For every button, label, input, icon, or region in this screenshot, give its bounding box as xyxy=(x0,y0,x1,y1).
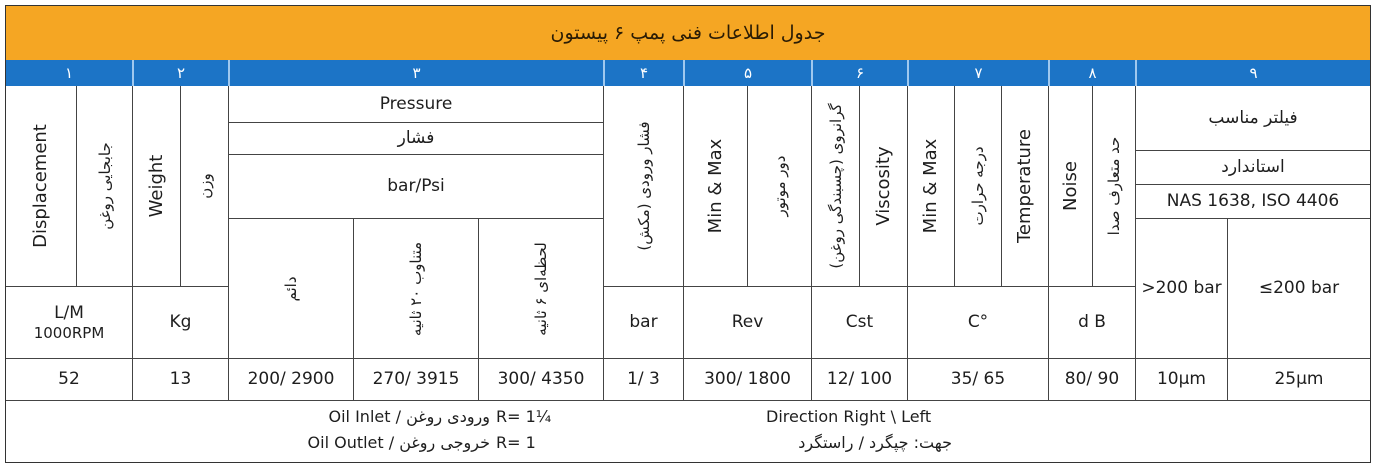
temp-fa-cell xyxy=(954,86,1001,286)
column-number: ۴ xyxy=(603,60,683,86)
oil-inlet-label: Oil Inlet / ورودی روغن xyxy=(328,407,490,426)
pressure-continuous-cell xyxy=(228,218,353,358)
speed-unit: Rev xyxy=(683,286,811,358)
column-number: ٢ xyxy=(132,60,228,86)
direction-en: Direction Right \ Left xyxy=(766,407,932,426)
viscosity-en-label: Viscosity xyxy=(873,146,895,226)
speed-minmax-label: Min & Max xyxy=(705,138,727,234)
footer xyxy=(6,400,1370,463)
weight-fa-cell xyxy=(180,86,228,286)
column-number: ۵ xyxy=(683,60,811,86)
displacement-unit-rpm: 1000RPM xyxy=(33,323,105,342)
displacement-fa-cell xyxy=(76,86,132,286)
speed-fa-cell xyxy=(747,86,811,286)
filter-high-value: 10µm xyxy=(1135,358,1227,400)
pressure-intermittent-cell xyxy=(353,218,478,358)
filter-standard-fa: استاندارد xyxy=(1135,150,1370,184)
filter-standard: NAS 1638, ISO 4406 xyxy=(1135,184,1370,218)
spec-table xyxy=(5,5,1371,463)
weight-unit: Kg xyxy=(132,286,228,358)
temp-minmax-label: Min & Max xyxy=(920,138,942,234)
speed-minmax-cell xyxy=(683,86,747,286)
viscosity-unit: Cst xyxy=(811,286,907,358)
temp-unit: C° xyxy=(907,286,1048,358)
weight-value: 13 xyxy=(132,358,228,400)
noise-en-cell xyxy=(1048,86,1092,286)
pressure-peak-value: 300/ 4350 xyxy=(478,358,603,400)
inlet-pressure-cell xyxy=(603,86,683,286)
column-number: ٣ xyxy=(228,60,603,86)
inlet-unit: bar xyxy=(603,286,683,358)
temp-value: 35/ 65 xyxy=(907,358,1048,400)
displacement-en-label: Displacement xyxy=(30,124,52,248)
displacement-en-cell xyxy=(6,86,76,286)
column-number: ٨ xyxy=(1048,60,1135,86)
noise-unit: d B xyxy=(1048,286,1135,358)
column-number-bar xyxy=(6,60,1370,86)
pressure-continuous-label: دائم xyxy=(282,276,300,302)
pressure-continuous-value: 200/ 2900 xyxy=(228,358,353,400)
viscosity-value: 12/ 100 xyxy=(811,358,907,400)
column-number: ۶ xyxy=(811,60,907,86)
noise-fa-cell xyxy=(1092,86,1135,286)
temp-en-cell xyxy=(1001,86,1048,286)
pressure-peak-cell xyxy=(478,218,603,358)
weight-fa-label: وزن xyxy=(196,173,214,199)
pressure-fa: فشار xyxy=(228,122,603,154)
inlet-pressure-label: فشار ورودی (مکش) xyxy=(635,121,653,251)
oil-inlet-value: R= 1¼ xyxy=(496,407,552,426)
pressure-en: Pressure xyxy=(228,86,603,122)
speed-value: 300/ 1800 xyxy=(683,358,811,400)
noise-value: 80/ 90 xyxy=(1048,358,1135,400)
column-number: ٧ xyxy=(907,60,1048,86)
temp-fa-label: درجه حرارت xyxy=(969,146,987,226)
column-number: ١ xyxy=(64,64,74,82)
filter-low-pressure: ≤200 bar xyxy=(1227,218,1370,358)
displacement-unit-lm: L/M xyxy=(54,303,84,324)
viscosity-fa-cell xyxy=(811,86,859,286)
weight-en-label: Weight xyxy=(146,154,168,218)
noise-fa-label: حد متعارف صدا xyxy=(1105,136,1123,236)
column-number: ٩ xyxy=(1135,60,1370,86)
oil-outlet-value: R= 1 xyxy=(496,433,536,452)
temp-minmax-cell xyxy=(907,86,954,286)
oil-outlet-label: Oil Outlet / خروجی روغن xyxy=(307,433,490,452)
viscosity-en-cell xyxy=(859,86,907,286)
table-title: جدول اطلاعات فنی پمپ ۶ پیستون xyxy=(6,6,1370,60)
pressure-intermittent-value: 270/ 3915 xyxy=(353,358,478,400)
filter-high-pressure: >200 bar xyxy=(1135,218,1227,358)
displacement-fa-label: جابجایی روغن xyxy=(96,142,114,230)
speed-fa-label: دور موتور xyxy=(771,155,789,217)
filter-low-value: 25µm xyxy=(1227,358,1370,400)
displacement-value: 52 xyxy=(6,358,132,400)
inlet-value: 1/ 3 xyxy=(603,358,683,400)
filter-title: فیلتر مناسب xyxy=(1135,86,1370,150)
pressure-unit: bar/Psi xyxy=(228,154,603,218)
direction-fa: جهت: چپگرد / راستگرد xyxy=(798,433,952,452)
weight-en-cell xyxy=(132,86,180,286)
temp-en-label: Temperature xyxy=(1014,128,1036,244)
displacement-unit-cell xyxy=(6,286,132,358)
viscosity-fa-label: گرانروی (چسبندگی روغن) xyxy=(827,103,845,269)
pressure-intermittent-label: متناوب ۲۰ ثانیه xyxy=(407,241,425,337)
pressure-peak-label: لحظه‌ای ۶ ثانیه xyxy=(532,242,550,336)
noise-en-label: Noise xyxy=(1060,161,1082,211)
